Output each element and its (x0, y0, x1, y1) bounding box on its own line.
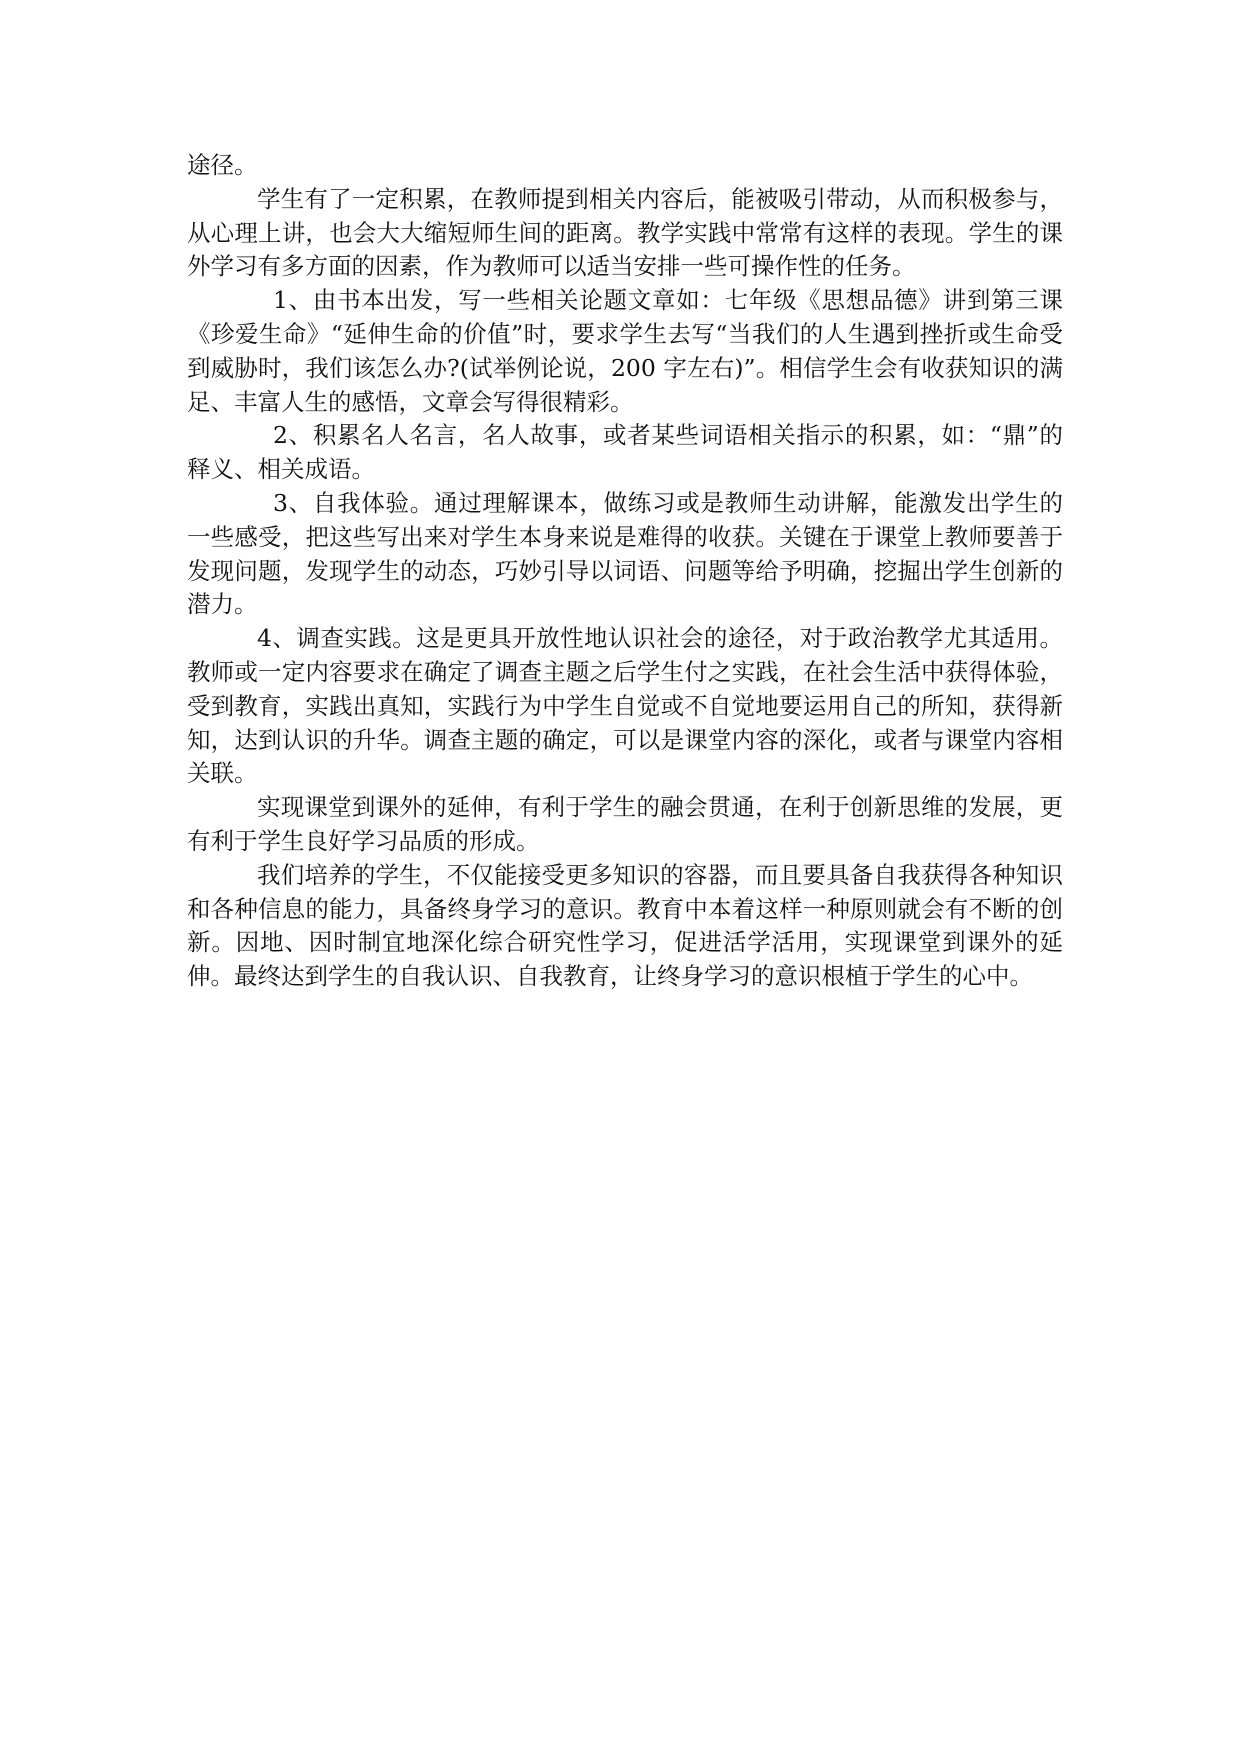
paragraph-item-2: 2、积累名人名言，名人故事，或者某些词语相关指示的积累，如：“鼎”的释义、相关成语。 (187, 421, 1063, 484)
paragraph-extension: 实现课堂到课外的延伸，有利于学生的融会贯通，在利于创新思维的发展，更有利于学生良好学习品质的形成。 (187, 793, 1063, 855)
paragraph-accumulation: 学生有了一定积累，在教师提到相关内容后，能被吸引带动，从而积极参与，从心理上讲，也会大大缩短师生间的距离。教学实践中常常有这样的表现。学生的课外学习有多方面的因素，作为教师可以适当安排一些可操作性的任务。 (187, 184, 1063, 281)
paragraph-conclusion: 我们培养的学生，不仅能接受更多知识的容器，而且要具备自我获得各种知识和各种信息的能力，具备终身学习的意识。教育中本着这样一种原则就会有不断的创新。因地、因时制宜地深化综合研究性学习，促进活学活用，实现课堂到课外的延伸。最终达到学生的自我认识、自我教育，让终身学习的意识根植于学生的心中。 (187, 860, 1063, 991)
document-body (187, 149, 1063, 994)
paragraph-item-4: 4、调查实践。这是更具开放性地认识社会的途径，对于政治教学尤其适用。教师或一定内容要求在确定了调查主题之后学生付之实践，在社会生活中获得体验，受到教育，实践出真知，实践行为中学生自觉或不自觉地要运用自己的所知，获得新知，达到认识的升华。调查主题的确定，可以是课堂内容的深化，或者与课堂内容相关联。 (187, 624, 1063, 788)
paragraph-item-1: 1、由书本出发，写一些相关论题文章如：七年级《思想品德》讲到第三课《珍爱生命》“延伸生命的价值”时，要求学生去写“当我们的人生遇到挫折或生命受到威胁时，我们该怎么办?(试举例论说，200 字左右)”。相信学生会有收获知识的满足、丰富人生的感悟，文章会写得很精彩。 (187, 286, 1063, 416)
paragraph-continuation: 途径。 (187, 151, 258, 179)
paragraph-item-3: 3、自我体验。通过理解课本，做练习或是教师生动讲解，能激发出学生的一些感受，把这些写出来对学生本身来说是难得的收获。关键在于课堂上教师要善于发现问题，发现学生的动态，巧妙引导以词语、问题等给予明确，挖掘出学生创新的潜力。 (187, 488, 1063, 619)
